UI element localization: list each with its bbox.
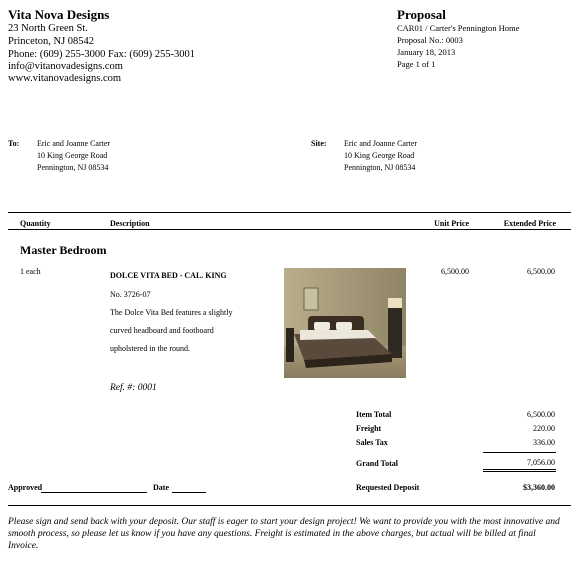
sales-tax-value: 336.00 (533, 438, 555, 447)
grand-total-double-rule-2 (483, 471, 556, 472)
item-extended-price: 6,500.00 (527, 267, 555, 276)
company-address1: 23 North Green St. (8, 23, 88, 34)
date-label: Date (153, 483, 169, 492)
item-desc-3: upholstered in the round. (110, 344, 190, 353)
col-quantity: Quantity (20, 219, 51, 228)
requested-deposit-value: $3,360.00 (523, 483, 555, 492)
to-name: Eric and Joanne Carter (37, 139, 111, 148)
col-unit-price: Unit Price (434, 219, 469, 228)
footer-rule (8, 505, 571, 506)
to-city: Pennington, NJ 08534 (37, 163, 109, 172)
approved-label: Approved (8, 483, 43, 492)
item-name: DOLCE VITA BED - CAL. KING (110, 271, 227, 280)
product-photo (284, 268, 406, 378)
site-city: Pennington, NJ 08534 (344, 163, 416, 172)
room-heading: Master Bedroom (20, 243, 107, 257)
approved-signature-line[interactable] (41, 492, 147, 493)
to-street: 10 King George Road (37, 151, 108, 160)
requested-deposit-label: Requested Deposit (356, 483, 420, 492)
freight-value: 220.00 (533, 424, 555, 433)
item-desc-1: The Dolce Vita Bed features a slightly (110, 308, 233, 317)
col-description: Description (110, 219, 150, 228)
company-name: Vita Nova Designs (8, 7, 110, 22)
company-web[interactable]: www.vitanovadesigns.com (8, 73, 122, 84)
col-extended-price: Extended Price (503, 219, 556, 228)
item-quantity: 1 each (20, 267, 41, 276)
item-ref: Ref. #: 0001 (110, 383, 157, 393)
freight-label: Freight (356, 424, 382, 433)
company-address2: Princeton, NJ 08542 (8, 36, 95, 47)
date-signature-line[interactable] (172, 492, 206, 493)
grand-total-rule (483, 452, 556, 453)
proposal-page: Page 1 of 1 (397, 59, 436, 69)
grand-total-label: Grand Total (356, 459, 399, 468)
proposal-date: January 18, 2013 (397, 47, 456, 57)
company-phone-fax: Phone: (609) 255-3000 Fax: (609) 255-3001 (8, 49, 195, 60)
grand-total-double-rule-1 (483, 469, 556, 470)
item-total-value: 6,500.00 (527, 410, 555, 419)
table-header-rule (8, 229, 571, 230)
company-email[interactable]: info@vitanovadesigns.com (8, 61, 123, 72)
grand-total-value: 7,056.00 (527, 458, 555, 467)
item-number: No. 3726-07 (110, 290, 151, 299)
proposal-title: Proposal (397, 7, 446, 22)
proposal-project: CAR01 / Carter's Pennington Home (397, 23, 520, 33)
item-unit-price: 6,500.00 (441, 267, 469, 276)
to-label: To: (8, 139, 20, 148)
sales-tax-label: Sales Tax (356, 438, 388, 447)
proposal-number: Proposal No.: 0003 (397, 35, 463, 45)
item-total-label: Item Total (356, 410, 392, 419)
site-label: Site: (311, 139, 327, 148)
table-top-rule (8, 212, 571, 213)
site-name: Eric and Joanne Carter (344, 139, 418, 148)
item-desc-2: curved headboard and footboard (110, 326, 214, 335)
footer-note: Please sign and send back with your deposit. Our staff is eager to start your design project! We want to provide you with the most innovative and smooth process, so please let us know if you have any questions. Freight is estimated in the above charges, but actual will be billed at final Invoice. (8, 517, 560, 551)
site-street: 10 King George Road (344, 151, 415, 160)
